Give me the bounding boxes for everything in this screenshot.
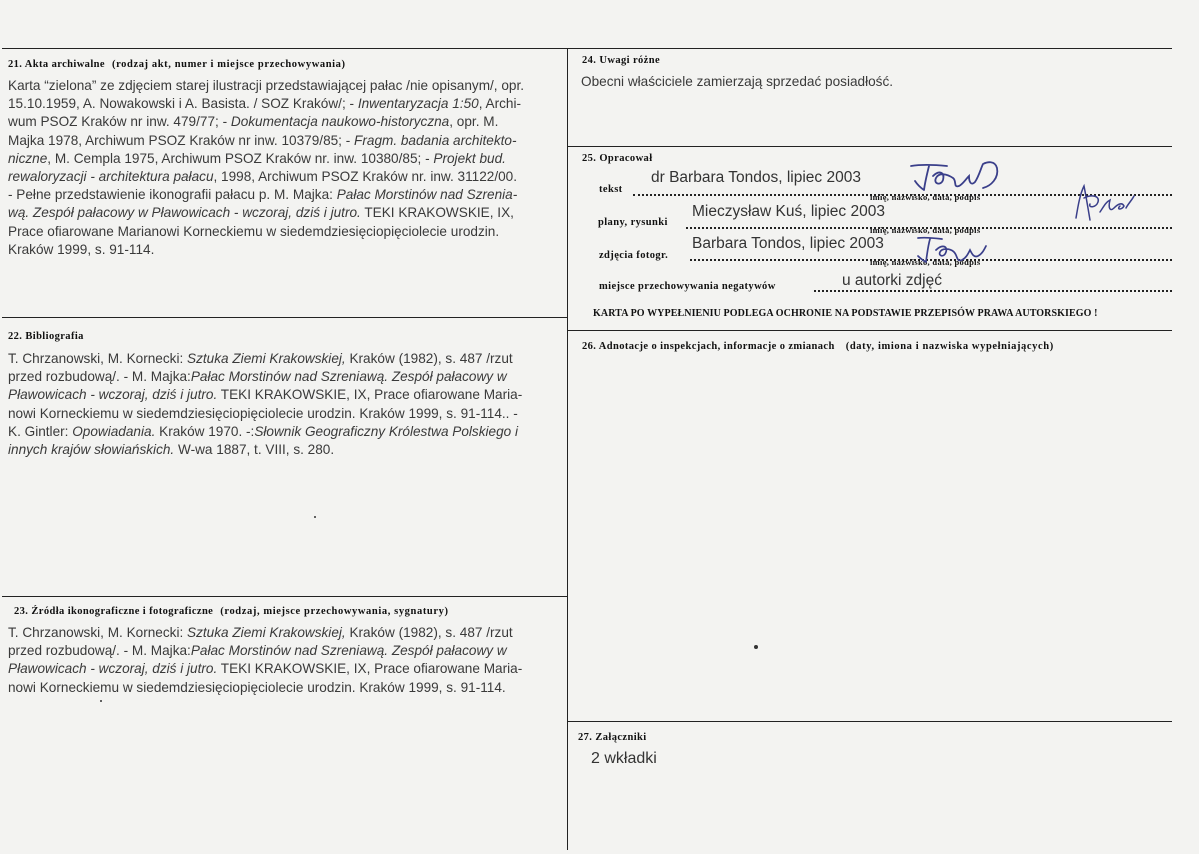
text-line: [8, 386, 554, 404]
text-run: , M. Cempla 1975, Archiwum PSOZ Kraków nr. inw. 10380/85; -: [47, 150, 434, 166]
section-22-title: 22. Bibliografia: [8, 331, 84, 342]
signature-kus-plany: [1070, 180, 1140, 225]
text-run: Pałac Morstinów nad Szreniawą. Zespół pałacowy w: [190, 369, 507, 385]
text-line: [8, 624, 554, 642]
text-run: K. Gintler:: [8, 423, 73, 439]
section-21-title: 21. Akta archiwalne: [8, 59, 105, 70]
text-line: [8, 423, 554, 441]
text-run: nowi Korneckiemu w siedemdziesięciopięciolecie urodzin. Kraków 1999, s. 91-114.. -: [8, 405, 518, 421]
negatywy-value: u autorki zdjęć: [842, 272, 942, 289]
text-run: Pławowicach - wczoraj, dziś i jutro.: [8, 387, 218, 403]
rule-24-25: [567, 146, 1172, 147]
column-divider: [567, 48, 568, 850]
rule-26-27: [567, 721, 1172, 722]
section-24-text: Obecni właściciele zamierzają sprzedać posiadłość.: [581, 74, 894, 89]
text-line: [8, 223, 554, 241]
section-23-title: 23. Źródła ikonograficzne i fotograficzne: [14, 606, 214, 617]
text-line: [8, 241, 554, 259]
text-line: [8, 168, 554, 186]
text-run: przed rozbudową/. - M. Majka:: [8, 369, 191, 385]
text-run: Fragm. badania architekto-: [354, 132, 517, 148]
text-run: , opr. M.: [449, 114, 499, 130]
text-run: 15.10.1959, A. Nowakowski i A. Basista. / SOZ Kraków/; -: [8, 96, 358, 112]
scan-speck: [754, 645, 758, 649]
plany-value: Mieczysław Kuś, lipiec 2003: [692, 203, 885, 220]
copyright-notice: KARTA PO WYPEŁNIENIU PODLEGA OCHRONIE NA PODSTAWIE PRZEPISÓW PRAWA AUTORSKIEGO !: [593, 308, 1098, 319]
text-run: Słownik Geograficzny Królestwa Polskiego i: [254, 423, 519, 439]
text-run: TEKI KRAKOWSKIE, IX,: [360, 205, 514, 221]
text-line: [8, 132, 554, 150]
text-run: TEKI KRAKOWSKIE, IX, Prace ofiarowane Maria-: [217, 661, 523, 677]
section-22-text: [8, 350, 554, 459]
scan-speck: [314, 516, 316, 518]
section-21-text: [8, 77, 554, 259]
section-21-heading: [8, 59, 346, 70]
text-run: niczne: [8, 150, 48, 166]
text-line: [8, 660, 554, 678]
text-line: [8, 150, 554, 168]
text-run: Opowiadania.: [72, 423, 156, 439]
tekst-caption: imię, nazwisko, data, podpis: [870, 192, 981, 202]
text-run: Karta “zielona” ze zdjęciem starej ilustracji przedstawiającej pałac /nie opisanym/, opr.: [8, 78, 525, 93]
text-line: [8, 113, 554, 131]
signature-tondos-text: [903, 154, 1013, 199]
section-21-subtitle: (rodzaj akt, numer i miejsce przechowywania): [111, 59, 346, 70]
rule-21-22: [2, 317, 567, 318]
zdjecia-value: Barbara Tondos, lipiec 2003: [692, 235, 884, 252]
text-run: rewaloryzacji - architektura pałacu: [8, 169, 214, 185]
text-line: [8, 95, 554, 113]
text-line: [8, 368, 554, 386]
section-26-heading: [582, 341, 1054, 352]
zdjecia-caption: imię, nazwisko, data, podpis: [870, 257, 981, 267]
text-line: [8, 204, 554, 222]
text-line: [8, 405, 554, 423]
text-line: [8, 441, 554, 459]
text-run: Pałac Morstinów nad Szreniawą. Zespół pałacowy w: [190, 643, 507, 659]
text-run: Prace ofiarowane Marianowi Korneckiemu w siedemdziesięciopięciolecie urodzin.: [8, 223, 500, 239]
section-26-title: 26. Adnotacje o inspekcjach, informacje o zmianach: [582, 341, 835, 352]
text-run: , Archi-: [478, 96, 522, 112]
tekst-label: tekst: [599, 184, 623, 195]
text-run: innych krajów słowiańskich.: [8, 442, 175, 458]
section-27-text: 2 wkładki: [591, 750, 657, 767]
tekst-value: dr Barbara Tondos, lipiec 2003: [651, 169, 861, 186]
text-run: T. Chrzanowski, M. Kornecki:: [8, 351, 188, 366]
text-run: przed rozbudową/. - M. Majka:: [8, 643, 191, 659]
top-rule: [2, 48, 1172, 49]
text-run: Pławowicach - wczoraj, dziś i jutro.: [8, 661, 218, 677]
text-line: [8, 350, 554, 368]
text-run: Sztuka Ziemi Krakowskiej,: [187, 351, 346, 366]
plany-caption: imię, nazwisko, data, podpis: [870, 225, 981, 235]
text-run: Kraków (1982), s. 487 /rzut: [345, 625, 513, 640]
negatywy-dotted-line: [814, 290, 1172, 292]
plany-label: plany, rysunki: [598, 217, 668, 228]
text-run: wą. Zespół pałacowy w Pławowicach - wczoraj, dziś i jutro.: [8, 205, 361, 221]
text-run: Inwentaryzacja 1:50: [357, 96, 479, 112]
text-run: Kraków 1970. -:: [155, 423, 255, 439]
negatywy-label: miejsce przechowywania negatywów: [599, 281, 776, 292]
text-line: [8, 77, 554, 95]
text-run: Dokumentacja naukowo-historyczna: [230, 114, 450, 130]
text-run: W-wa 1887, t. VIII, s. 280.: [174, 442, 335, 458]
scan-speck: [100, 700, 102, 702]
zdjecia-label: zdjęcia fotogr.: [599, 250, 669, 261]
section-25-title: 25. Opracował: [582, 153, 653, 164]
section-26-subtitle: (daty, imiona i nazwiska wypełniających): [845, 341, 1054, 352]
text-run: Pałac Morstinów nad Szrenia-: [336, 187, 518, 203]
text-run: Majka 1978, Archiwum PSOZ Kraków nr inw. 10379/85; -: [8, 132, 355, 148]
rule-25-26: [567, 330, 1172, 331]
text-run: - Pełne przedstawienie ikonografii pałacu p. M. Majka:: [8, 187, 337, 203]
text-line: [8, 679, 554, 697]
text-run: T. Chrzanowski, M. Kornecki:: [8, 625, 188, 640]
text-run: Kraków 1999, s. 91-114.: [8, 241, 155, 257]
signature-tondos-photos: [912, 232, 997, 268]
section-23-subtitle: (rodzaj, miejsce przechowywania, sygnatury): [220, 606, 449, 617]
section-23-heading: [14, 606, 449, 617]
section-27-title: 27. Załączniki: [578, 732, 647, 743]
text-run: Kraków (1982), s. 487 /rzut: [345, 351, 513, 366]
text-run: nowi Korneckiemu w siedemdziesięciopięciolecie urodzin. Kraków 1999, s. 91-114.: [8, 679, 506, 695]
text-run: , 1998, Archiwum PSOZ Kraków nr. inw. 31122/00.: [213, 169, 517, 185]
rule-22-23: [2, 596, 567, 597]
section-24-title: 24. Uwagi różne: [582, 55, 661, 66]
text-run: wum PSOZ Kraków nr inw. 479/77; -: [8, 114, 231, 130]
text-run: TEKI KRAKOWSKIE, IX, Prace ofiarowane Maria-: [217, 387, 523, 403]
text-line: [8, 642, 554, 660]
section-23-text: [8, 624, 554, 697]
text-run: Projekt bud.: [433, 150, 506, 166]
text-line: [8, 186, 554, 204]
text-run: Sztuka Ziemi Krakowskiej,: [187, 625, 346, 640]
